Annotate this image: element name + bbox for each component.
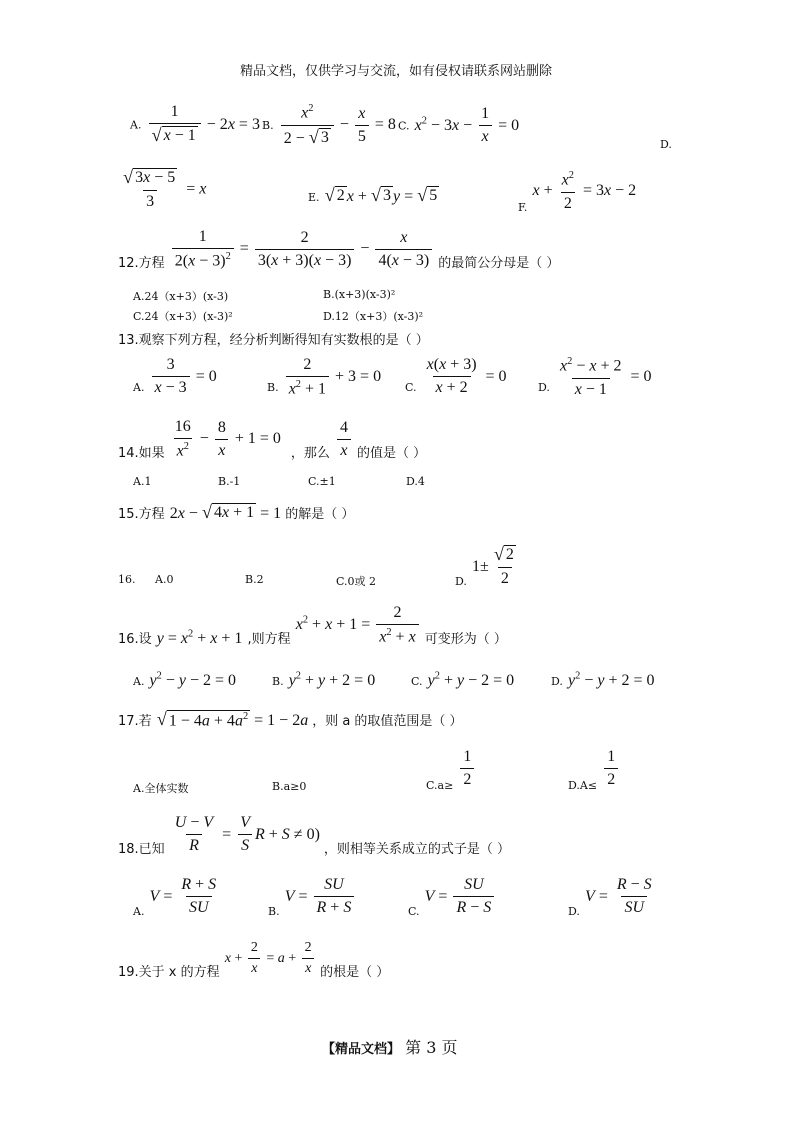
option-label: A. xyxy=(130,118,142,132)
q16-prefix: 16.设 xyxy=(118,632,152,648)
option-label: C. xyxy=(405,380,417,394)
q11-option-a xyxy=(130,103,260,147)
option-label: B. xyxy=(272,675,284,688)
option-label: C.a≥ xyxy=(426,778,454,792)
formula: $y^2 + y - 2 = 0$ xyxy=(427,670,515,689)
q12-suffix: 的最简公分母是（ ） xyxy=(438,256,560,272)
q15-formula: 2x − √ 4x + 1 = 1 xyxy=(169,502,286,522)
q12-formula: $\frac{1}{2(x - 3)^2}$ = $\frac{2}{3(x + 3)(x - 3)}$ − $\frac{x}{4(x - 3)}$ xyxy=(170,240,438,257)
q18-prefix: 18.已知 xyxy=(118,841,165,857)
q16-formula-a: $y = x^2 + x + 1$ xyxy=(156,628,243,648)
formula: $x^2 - 3x$ − $\frac{1}{x}$ = 0 xyxy=(414,105,520,146)
q18-suffix: ，则相等关系成立的式子是（ ） xyxy=(323,841,511,857)
option-label: A. xyxy=(133,675,145,688)
q16-middle: ,则方程 xyxy=(247,632,291,648)
option-label: A. xyxy=(133,380,145,394)
q16-option-d xyxy=(551,670,655,690)
question-16 xyxy=(118,604,507,647)
option-label: D. xyxy=(568,904,580,918)
q11-option-c xyxy=(398,105,519,147)
q17-option-a: A.全体实数 xyxy=(133,782,189,795)
option-label: C. xyxy=(398,119,410,133)
q16-suffix: 可变形为（ ） xyxy=(424,632,507,648)
option-label: F. xyxy=(518,201,528,215)
q12-option-a: A.24（x+3）(x-3) xyxy=(133,290,229,303)
option-label: D. xyxy=(551,675,563,688)
q13-option-a xyxy=(133,356,217,398)
q13-option-d xyxy=(538,356,652,399)
q18-option-d xyxy=(568,876,657,918)
q13-option-c xyxy=(405,356,507,398)
option-label: B. xyxy=(262,119,274,133)
option-label: D. xyxy=(538,381,550,395)
formula: V = $\frac{R + S}{SU}$ xyxy=(149,876,217,917)
formula: $y^2 - y + 2 = 0$ xyxy=(568,670,655,689)
q17-option-b: B.a≥0 xyxy=(272,780,307,793)
option-label: C. xyxy=(411,675,423,688)
q14-suffix: 的值是（ ） xyxy=(356,446,427,462)
q14-option-a: A.1 xyxy=(133,475,152,488)
q14-option-b: B.-1 xyxy=(218,475,241,488)
q17-formula: √ $1 - 4a + 4a^2$ = 1 − 2a xyxy=(156,709,309,730)
q11-option-f xyxy=(518,170,636,213)
formula: V = $\frac{R - S}{SU}$ xyxy=(585,876,652,917)
q12-prefix: 12.方程 xyxy=(118,256,165,272)
formula: $\frac{3}{x - 3}$ = 0 xyxy=(150,368,217,385)
option-label: A. xyxy=(133,904,145,918)
q18-formula: $\frac{U - V}{R}$ = $\frac{V}{S}$ R + S ≠ 0) xyxy=(174,814,324,855)
q11-option-b xyxy=(262,103,396,148)
footer-page-number: 第 3 页 xyxy=(405,1038,458,1057)
q16-formula-b: $x^2 + x + 1$ = $\frac{2}{x^2 + x}$ xyxy=(296,616,425,633)
q16-option-c xyxy=(411,670,514,690)
q17-option-d xyxy=(568,748,620,790)
formula: $y^2 - y - 2 = 0$ xyxy=(149,670,237,689)
q14-middle: ，那么 xyxy=(290,446,330,462)
question-19 xyxy=(118,940,390,980)
q16-option-a xyxy=(133,670,236,690)
q15-option-d xyxy=(455,545,521,589)
q19-formula: x + $\frac{2}{x}$ = a + $\frac{2}{x}$ xyxy=(225,951,320,966)
q11-option-d-label: D. xyxy=(660,138,672,151)
q12-option-d: D.12（x+3）(x-3)² xyxy=(323,310,424,323)
option-label: E. xyxy=(308,191,320,204)
formula: $\frac{x^2 - x + 2}{x - 1}$ = 0 xyxy=(560,356,652,398)
q15-option-c: C.0或 2 xyxy=(336,575,377,588)
footer xyxy=(322,1035,457,1058)
option-label: D.A≤ xyxy=(568,778,598,792)
option-label: B. xyxy=(268,904,280,918)
option-label: B. xyxy=(267,381,279,395)
option-label: C. xyxy=(408,904,420,918)
formula: V = $\frac{SU}{R + S}$ xyxy=(285,888,357,905)
question-15 xyxy=(118,503,354,523)
formula: $\frac{2}{x^2 + 1}$ + 3 = 0 xyxy=(284,368,381,385)
q17-prefix: 17.若 xyxy=(118,714,152,729)
q18-option-c xyxy=(408,876,496,918)
q15-suffix: 的解是（ ） xyxy=(285,507,355,522)
q14-option-d: D.4 xyxy=(406,475,425,488)
formula: x + $\frac{x^2}{2}$ = 3x − 2 xyxy=(532,170,637,212)
q11-option-d-formula: √ 3x − 5 3 = x xyxy=(123,167,207,211)
q13-text: 13.观察下列方程，经分析判断得知有实数根的是（ ） xyxy=(118,333,429,348)
q18-option-b xyxy=(268,876,356,918)
q15-prefix: 15.方程 xyxy=(118,507,165,522)
formula: $\frac{1}{2}$ xyxy=(458,760,476,777)
q14-formula-a: $\frac{16}{x^2}$ − $\frac{8}{x}$ + 1 = 0 xyxy=(174,418,285,460)
q18-option-a xyxy=(133,876,221,918)
q12-option-b: B.(x+3)(x-3)² xyxy=(323,288,396,301)
q15-options-number: 16. xyxy=(118,573,136,586)
footer-label: 【精品文档】 xyxy=(322,1042,401,1057)
formula: $y^2 + y + 2 = 0$ xyxy=(288,670,376,689)
q14-option-c: C.±1 xyxy=(308,475,336,488)
q17-option-c xyxy=(426,748,476,790)
question-12 xyxy=(118,228,559,271)
formula: 1± √ 2 2 xyxy=(472,544,514,588)
formula: $x^2$ 2 − √ 3 − $\frac{x}{5}$ = 8 xyxy=(279,116,396,133)
formula: $\frac{1}{2}$ xyxy=(602,760,620,777)
q11-option-e xyxy=(308,186,439,206)
formula: 1 √ x − 1 − 2x = 3 xyxy=(147,116,260,133)
q12-option-c: C.24（x+3）(x-3)² xyxy=(133,310,233,323)
question-14 xyxy=(118,418,426,461)
q17-suffix: ，则 a 的取值范围是（ ） xyxy=(312,714,463,729)
q15-option-a: A.0 xyxy=(155,573,174,586)
q19-suffix: 的根是（ ） xyxy=(320,964,390,980)
q14-formula-b: $\frac{4}{x}$ xyxy=(335,430,357,447)
q13-option-b xyxy=(267,356,381,399)
question-17 xyxy=(118,710,463,730)
question-18 xyxy=(118,814,510,856)
formula: $\frac{x(x + 3)}{x + 2}$ = 0 xyxy=(426,356,507,397)
formula: √ 2 x + √ 3 y = √ 5 xyxy=(324,185,438,205)
header-watermark: 精品文档，仅供学习与交流，如有侵权请联系网站删除 xyxy=(240,64,553,79)
formula: V = $\frac{SU}{R - S}$ xyxy=(425,888,497,905)
q15-option-b: B.2 xyxy=(245,573,264,586)
q14-prefix: 14.如果 xyxy=(118,446,165,462)
option-label: D. xyxy=(455,574,467,588)
q19-prefix: 19.关于 x 的方程 xyxy=(118,964,220,980)
q16-option-b xyxy=(272,670,375,690)
